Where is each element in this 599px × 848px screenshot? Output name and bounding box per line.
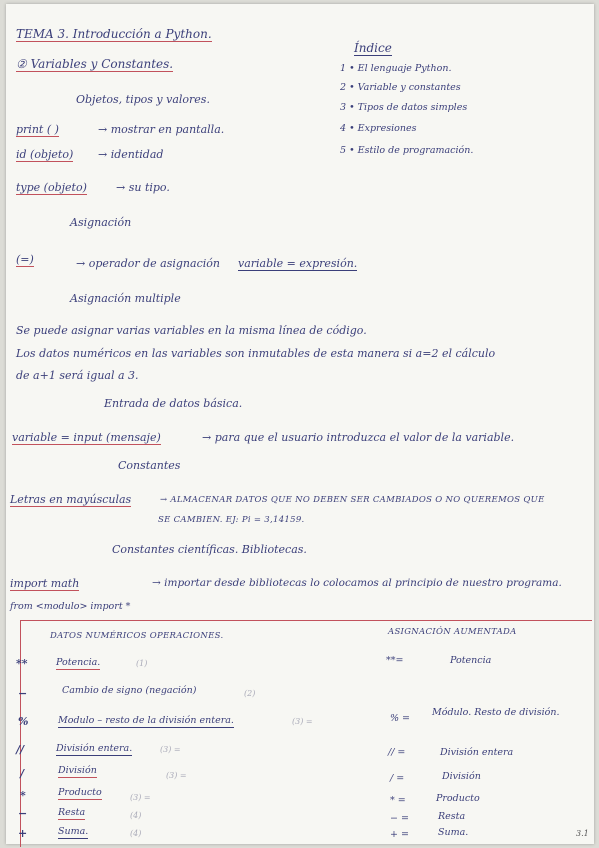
- constants-description: SE CAMBIEN. EJ: Pi = 3,14159.: [158, 515, 305, 525]
- id-command: id (objeto): [16, 148, 74, 161]
- assignment-operator: (=): [16, 253, 34, 266]
- augmented-name: Resta: [438, 811, 466, 822]
- type-description: → su tipo.: [116, 181, 170, 194]
- augmented-name: División: [442, 771, 481, 782]
- import-description: → importar desde bibliotecas lo colocamos al principio de nuestro programa.: [152, 577, 562, 589]
- operator-name: División: [58, 765, 97, 776]
- index-title: Índice: [354, 41, 392, 55]
- augmented-name: Suma.: [438, 827, 469, 838]
- input-description: → para que el usuario introduzca el valor de la variable.: [202, 431, 515, 444]
- multiple-text-line: Se puede asignar varias variables en la misma línea de código.: [16, 324, 367, 337]
- constants-label: Letras en mayúsculas: [10, 493, 132, 506]
- assignment-expression: variable = expresión.: [238, 257, 358, 270]
- input-heading: Entrada de datos básica.: [104, 397, 243, 410]
- operator-symbol: *: [20, 789, 26, 802]
- operator-note: (3) =: [292, 717, 313, 726]
- operator-note: (3) =: [166, 771, 187, 780]
- augmented-symbol: + =: [390, 829, 409, 840]
- operator-name: División entera.: [56, 743, 133, 754]
- operator-name: Producto: [58, 787, 102, 798]
- operator-symbol: +: [18, 827, 28, 840]
- multiple-text-line: de a+1 será igual a 3.: [16, 369, 139, 382]
- operator-name: Potencia.: [56, 657, 101, 668]
- assignment-heading: Asignación: [70, 216, 132, 229]
- import-command: import math: [10, 577, 80, 590]
- augmented-name: Producto: [436, 793, 480, 804]
- from-import-command: from <modulo> import *: [10, 601, 131, 612]
- index-item: 1 • El lenguaje Python.: [340, 63, 452, 74]
- operator-symbol: //: [16, 743, 25, 756]
- page-title: TEMA 3. Introducción a Python.: [16, 27, 212, 41]
- objects-heading: Objetos, tipos y valores.: [76, 93, 210, 106]
- index-item: 5 • Estilo de programación.: [340, 145, 474, 156]
- section-title: ② Variables y Constantes.: [16, 57, 174, 71]
- index-item: 2 • Variable y constantes: [340, 82, 461, 93]
- augmented-name: Módulo. Resto de división.: [432, 707, 560, 718]
- multiple-heading: Asignación multiple: [70, 292, 181, 305]
- index-item: 4 • Expresiones: [340, 123, 417, 134]
- operator-note: (3) =: [160, 745, 181, 754]
- operations-right-title: ASIGNACIÓN AUMENTADA: [388, 627, 517, 637]
- operator-symbol: **: [16, 657, 28, 670]
- constants-heading: Constantes: [118, 459, 181, 472]
- operator-note: (4): [130, 829, 142, 838]
- augmented-symbol: − =: [390, 813, 409, 824]
- operator-symbol: /: [20, 767, 25, 780]
- augmented-symbol: % =: [390, 713, 411, 724]
- print-command: print ( ): [16, 123, 59, 136]
- id-description: → identidad: [98, 148, 164, 161]
- operator-note: (3) =: [130, 793, 151, 802]
- operator-name: Cambio de signo (negación): [62, 685, 197, 696]
- operations-left-title: DATOS NUMÉRICOS OPERACIONES.: [50, 631, 224, 641]
- augmented-symbol: / =: [390, 773, 405, 784]
- augmented-name: División entera: [440, 747, 514, 758]
- operator-note: (4): [130, 811, 142, 820]
- type-command: type (objeto): [16, 181, 87, 194]
- assignment-description: → operador de asignación: [76, 257, 220, 270]
- libraries-heading: Constantes científicas. Bibliotecas.: [112, 543, 307, 556]
- operator-symbol: −: [18, 807, 28, 820]
- operator-name: Resta: [58, 807, 86, 818]
- page-number: 3.1: [576, 829, 589, 838]
- input-command: variable = input (mensaje): [12, 431, 161, 444]
- operator-note: (2): [244, 689, 256, 698]
- operator-name: Modulo – resto de la división entera.: [58, 715, 234, 726]
- print-description: → mostrar en pantalla.: [98, 123, 225, 136]
- augmented-name: Potencia: [450, 655, 492, 666]
- operations-box: [20, 620, 592, 847]
- operator-name: Suma.: [58, 826, 89, 837]
- augmented-symbol: // =: [388, 747, 406, 758]
- augmented-symbol: * =: [390, 795, 406, 806]
- constants-description: → ALMACENAR DATOS QUE NO DEBEN SER CAMBIADOS O NO QUEREMOS QUE: [160, 495, 545, 505]
- operator-note: (1): [136, 659, 148, 668]
- index-item: 3 • Tipos de datos simples: [340, 102, 468, 113]
- operator-symbol: %: [18, 715, 29, 728]
- operator-symbol: −: [18, 687, 28, 700]
- multiple-text-line: Los datos numéricos en las variables son inmutables de esta manera si a=2 el cálculo: [16, 347, 496, 360]
- notebook-page: [6, 4, 594, 844]
- augmented-symbol: **=: [386, 655, 404, 666]
